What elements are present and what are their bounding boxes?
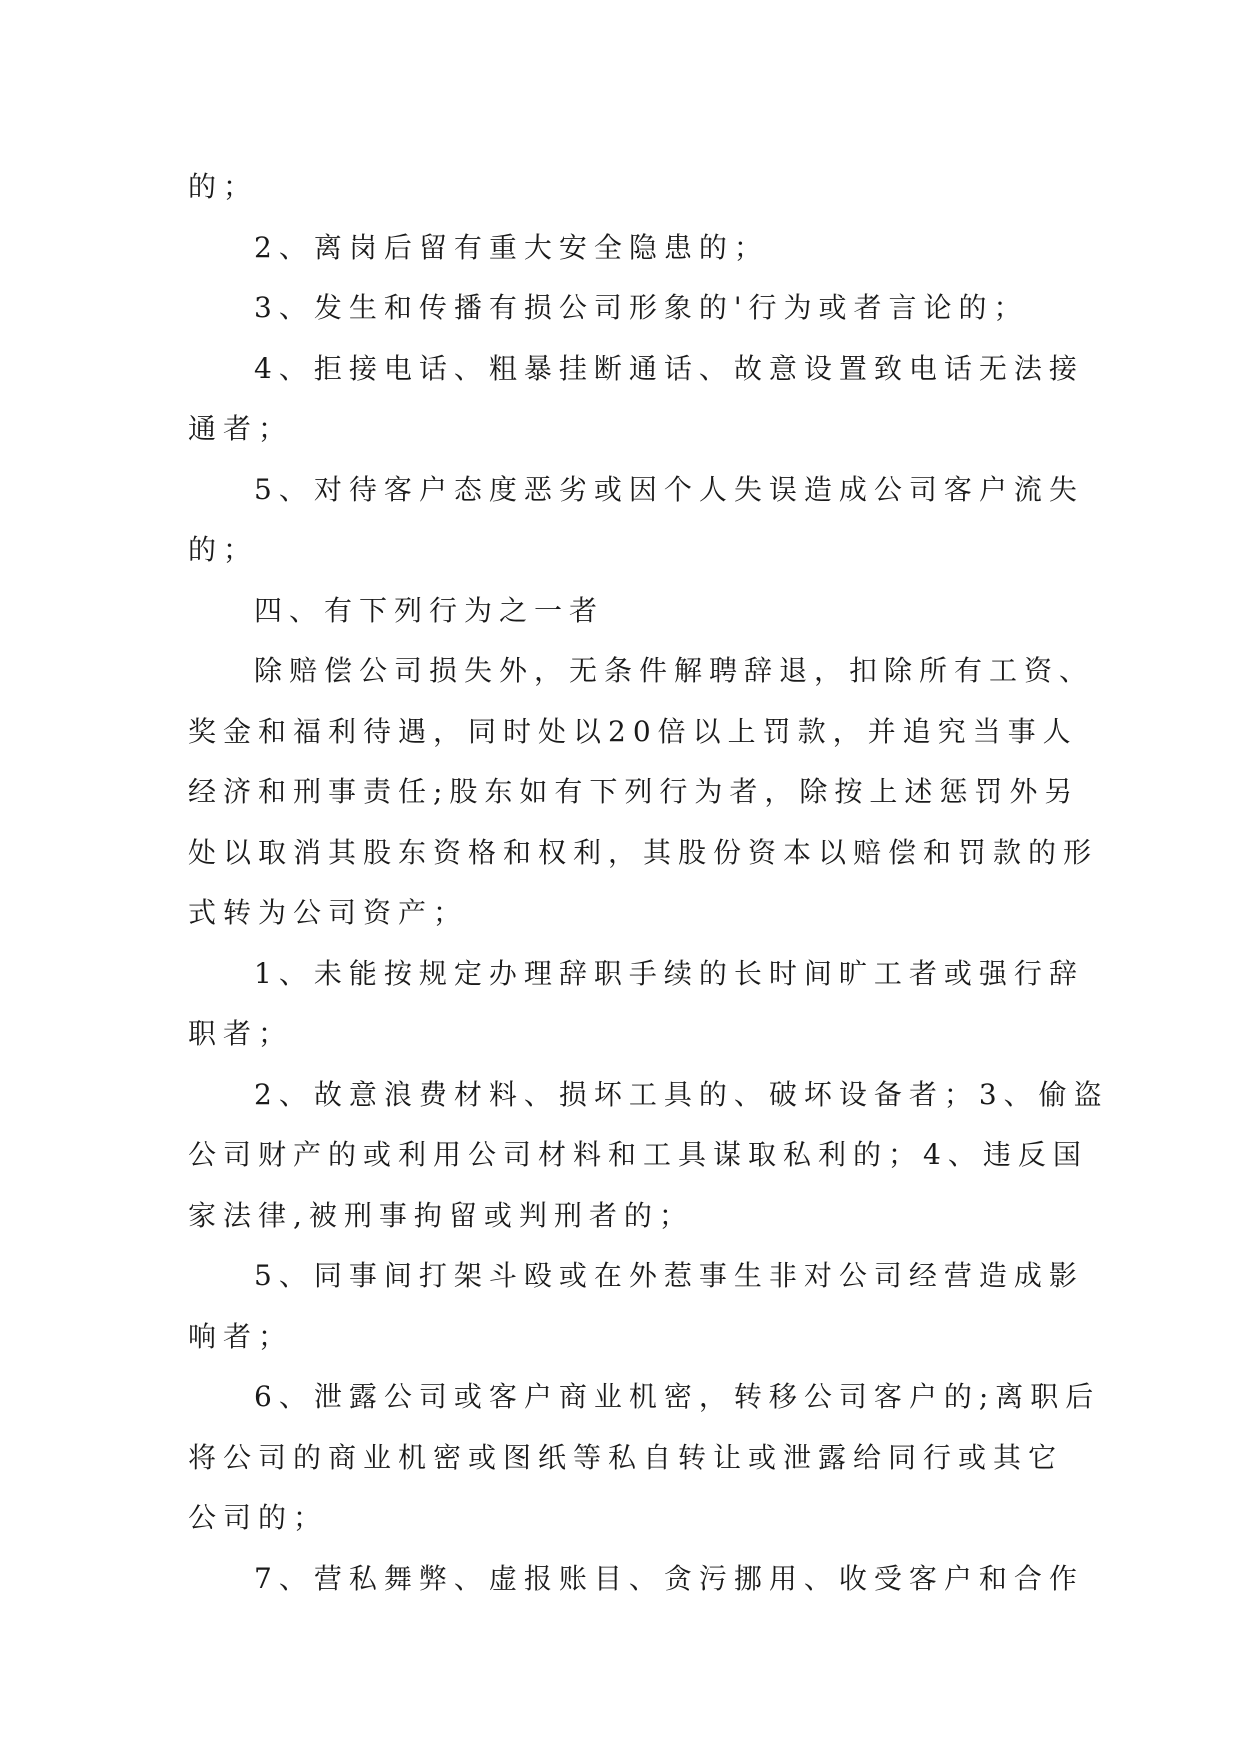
text-line: 响者； [188, 1319, 294, 1353]
text-line: 7、营私舞弊、虚报账目、贪污挪用、收受客户和合作 [254, 1561, 1084, 1595]
text-line: 的； [188, 533, 259, 566]
text-line: 奖金和福利待遇，同时处以20倍以上罚款，并追究当事人 [188, 714, 1078, 748]
text-line: 1、未能按规定办理辞职手续的长时间旷工者或强行辞 [254, 956, 1084, 990]
text-line: 3、发生和传播有损公司形象的'行为或者言论的； [254, 291, 1029, 324]
text-line: 公司的； [188, 1501, 329, 1534]
text-line: 除赔偿公司损失外，无条件解聘辞退，扣除所有工资、 [254, 654, 1095, 687]
text-line: 家法律,被刑事拘留或判刑者的； [188, 1198, 694, 1232]
text-line: 处以取消其股东资格和权利，其股份资本以赔偿和罚款的形 [188, 835, 1099, 869]
document-body [188, 157, 1109, 1609]
text-line: 通者； [188, 412, 294, 445]
text-line: 职者； [188, 1017, 294, 1050]
text-line: 式转为公司资产； [188, 896, 469, 929]
text-line: 4、拒接电话、粗暴挂断通话、故意设置致电话无法接 [254, 351, 1084, 385]
text-line: 公司财产的或利用公司材料和工具谋取私利的；4、违反国 [188, 1138, 1088, 1171]
text-line: 2、离岗后留有重大安全隐患的； [254, 230, 769, 264]
text-line: 四、有下列行为之一者 [254, 593, 605, 627]
text-line: 5、对待客户态度恶劣或因个人失误造成公司客户流失 [254, 472, 1084, 506]
text-line: 5、同事间打架斗殴或在外惹事生非对公司经营造成影 [254, 1259, 1084, 1292]
text-line: 6、泄露公司或客户商业机密，转移公司客户的;离职后 [254, 1380, 1101, 1413]
text-line: 经济和刑事责任;股东如有下列行为者，除按上述惩罚外另 [188, 775, 1080, 808]
text-line: 的； [188, 170, 259, 203]
text-line: 将公司的商业机密或图纸等私自转让或泄露给同行或其它 [188, 1440, 1064, 1474]
text-line: 2、故意浪费材料、损坏工具的、破坏设备者；3、偷盗 [254, 1077, 1109, 1111]
